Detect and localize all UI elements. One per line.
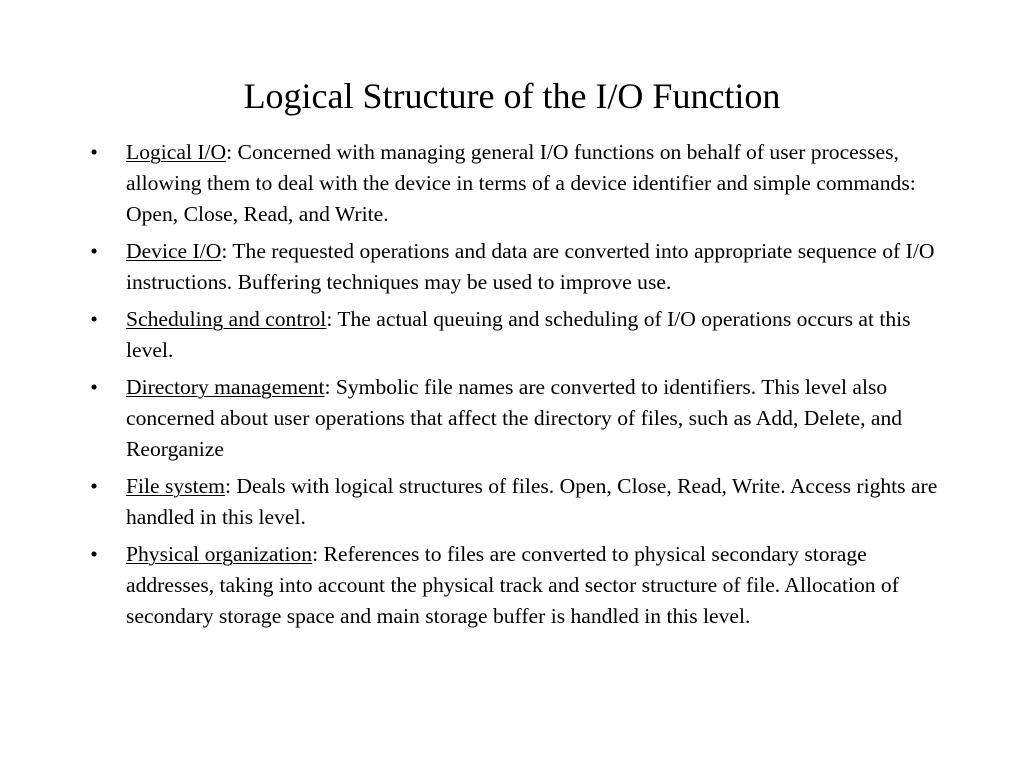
bullet-marker: • [90, 140, 98, 164]
slide-title: Logical Structure of the I/O Function [243, 76, 781, 116]
description-directory-management: : Symbolic file names are converted to identifiers. This level also concerned about user operations that affect the directory of files, such as Add, Delete, and Reorganize [126, 375, 903, 461]
bullet-item-device-io [84, 236, 954, 298]
description-file-system: : Deals with logical structures of files. Open, Close, Read, Write. Access rights are handled in this level. [126, 474, 938, 529]
bullet-item-directory-management [84, 372, 954, 465]
term-file-system: File system [126, 474, 225, 498]
bullet-marker: • [90, 542, 98, 566]
bullet-marker: • [90, 474, 98, 498]
bullet-item-scheduling-and-control [84, 304, 954, 366]
description-logical-io: : Concerned with managing general I/O functions on behalf of user processes, allowing them to deal with the device in terms of a device identifier and simple commands: Open, Close, Read, and Write. [126, 140, 916, 226]
bullet-marker: • [90, 307, 98, 331]
term-directory-management: Directory management [126, 375, 325, 399]
term-device-io: Device I/O [126, 239, 222, 263]
description-device-io: : The requested operations and data are converted into appropriate sequence of I/O instructions. Buffering techniques may be used to improve use. [126, 239, 935, 294]
bullet-item-logical-io [84, 137, 954, 230]
bullet-item-physical-organization [84, 539, 954, 632]
term-physical-organization: Physical organization [126, 542, 313, 566]
term-logical-io: Logical I/O [126, 140, 227, 164]
bullet-item-file-system [84, 471, 954, 533]
bullet-list [84, 137, 954, 638]
bullet-marker: • [90, 375, 98, 399]
description-scheduling-and-control: : The actual queuing and scheduling of I/O operations occurs at this level. [126, 307, 911, 362]
description-physical-organization: : References to files are converted to physical secondary storage addresses, taking into account the physical track and sector structure of file. Allocation of secondary storage space and main storage buffer is handled in this level. [126, 542, 899, 628]
term-scheduling-and-control: Scheduling and control [126, 307, 327, 331]
bullet-marker: • [90, 239, 98, 263]
